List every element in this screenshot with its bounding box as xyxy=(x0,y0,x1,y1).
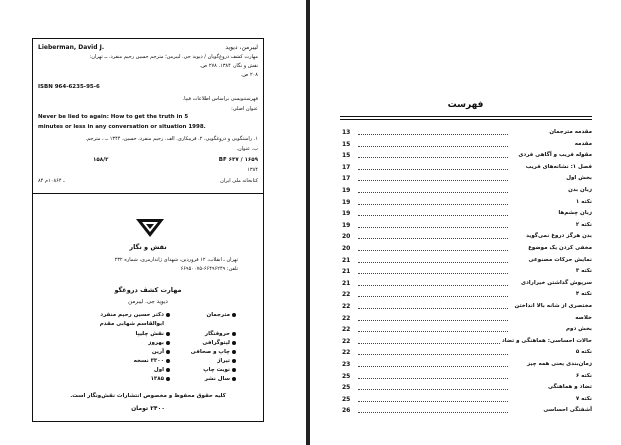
credits-list xyxy=(68,312,238,387)
original-title-line2: minutes or less in any conversation or situation 1998. xyxy=(38,124,206,130)
subjects-line1: ۱. راستگویی و دروغگویی. ۲. فریبکاری. الف. رحیم منفرد، حسین، ۱۳۴۴ ــ ، مترجم. xyxy=(85,136,258,142)
toc-leader-dots xyxy=(358,215,508,216)
toc-entry-label: خلاصه xyxy=(575,314,592,321)
toc-page-number: 13 xyxy=(342,129,351,136)
right-page xyxy=(310,0,621,445)
toc-entry-label: بخش اول xyxy=(566,175,592,182)
toc-entry-label: تضاد و هماهنگی xyxy=(547,384,592,391)
credit-role: چاپ و صحافی xyxy=(191,349,238,355)
credit-role: تیراژ xyxy=(217,358,238,364)
toc-page-number: 22 xyxy=(342,326,351,334)
credit-row xyxy=(78,367,238,376)
toc-entry-label: نکته ۳ xyxy=(575,268,592,275)
credit-role: حروفنگار xyxy=(205,331,238,337)
toc-row xyxy=(340,232,592,243)
toc-leader-dots xyxy=(358,378,508,379)
toc-entry-label: زبان بدن xyxy=(568,187,592,193)
credit-row xyxy=(78,321,238,330)
price: ۲۴۰۰ تومان xyxy=(131,405,165,412)
credit-row xyxy=(78,331,238,340)
toc-entry-label: نمایش حرکات مصنوعی xyxy=(528,256,592,263)
toc-page-number: 25 xyxy=(342,395,351,403)
toc-page-number: 19 xyxy=(342,187,351,194)
credit-role: لیتوگرافی xyxy=(202,340,238,346)
toc-leader-dots xyxy=(358,401,508,402)
toc-row xyxy=(340,337,592,348)
toc-row xyxy=(340,186,592,197)
toc-row xyxy=(340,372,592,383)
fipa-note: فهرستنویسی براساس اطلاعات فیپا. xyxy=(182,96,258,102)
toc-row xyxy=(340,163,592,174)
credit-row xyxy=(78,358,238,367)
year-line: ۱۳۸۴ xyxy=(247,167,258,173)
toc-entry-label: مقوله فریب و آگاهی فردی xyxy=(518,152,592,159)
toc-page-number: 20 xyxy=(342,245,351,252)
toc-page-number: 17 xyxy=(342,163,351,171)
toc-entry-label: مقدمه xyxy=(574,140,592,147)
toc-entry-label: مختصری از شانه بالا انداختن xyxy=(514,303,592,309)
toc-title: فهرست xyxy=(447,100,484,110)
toc-page-number: 22 xyxy=(342,337,351,345)
credit-name: نقش چلیپا xyxy=(136,331,172,337)
toc-page-number: 21 xyxy=(342,279,351,287)
divider xyxy=(33,193,263,194)
credit-role: سال نشر xyxy=(205,376,238,382)
toc-page-number: 19 xyxy=(342,221,351,229)
toc-entry-label: مقدمه مترجمان xyxy=(549,129,592,135)
library-number: ۸۴ ـ ۱۰۸۶۴م xyxy=(38,178,65,184)
toc-leader-dots xyxy=(358,250,508,251)
toc-page-number: 22 xyxy=(342,303,351,310)
national-library: کتابخانه ملی ایران xyxy=(220,178,258,184)
toc-row xyxy=(340,348,592,359)
toc-row xyxy=(340,198,592,209)
toc-row xyxy=(340,140,592,151)
credit-row xyxy=(78,349,238,358)
subjects-line2: ب. عنوان. xyxy=(236,146,258,152)
toc-page-number: 20 xyxy=(342,233,351,241)
book-author: دیوید جی. لیبرمن xyxy=(128,299,168,305)
toc-entry-label: مخفی کردن یک موضوع xyxy=(528,245,592,251)
credit-row xyxy=(78,340,238,349)
toc-row xyxy=(340,325,592,336)
toc-leader-dots xyxy=(358,343,508,344)
toc-top-rule-2 xyxy=(340,119,592,120)
toc-row xyxy=(340,244,592,255)
cataloging-card xyxy=(32,38,264,422)
toc-entry-label: نکته ۶ xyxy=(575,372,592,379)
publisher-address: تهران ـ انقلاب، ۱۲ فروردین، شهدای ژاندارمری، شماره ۲۳۲ xyxy=(114,257,238,263)
toc-page-number: 19 xyxy=(342,210,351,218)
toc-entry-label: زمان‌بندی یعنی همه چیز xyxy=(526,361,592,367)
credit-name: آرین xyxy=(152,349,172,355)
toc-leader-dots xyxy=(358,273,508,274)
toc-page-number: 22 xyxy=(342,291,351,299)
rights-notice: کلیه حقوق محفوظ و مخصوص انتشارات نقش‌ونگار است. xyxy=(70,393,226,399)
toc-page-number: 21 xyxy=(342,268,351,276)
toc-row xyxy=(340,221,592,232)
toc-page-number: 25 xyxy=(342,384,351,392)
title-line2: نقش و نگار، ۱۳۸۴. ۲۷۸ ص. xyxy=(199,63,258,69)
toc-row xyxy=(340,256,592,267)
toc-leader-dots xyxy=(358,238,508,239)
toc-row xyxy=(340,383,592,394)
toc-top-rule xyxy=(340,116,592,117)
toc-row xyxy=(340,360,592,371)
toc-page-number: 17 xyxy=(342,175,351,183)
credit-name: دکتر حسین رحیم منفرد xyxy=(100,312,172,318)
toc-row xyxy=(340,314,592,325)
publisher-phone: تلفن: ۶۶۴۹۶۲۴۹-۶۶۹۵۰۰۷۵ xyxy=(180,266,238,272)
toc-leader-dots xyxy=(358,157,508,158)
toc-leader-dots xyxy=(358,146,508,147)
toc-row xyxy=(340,279,592,290)
toc-row xyxy=(340,209,592,220)
toc-page-number: 26 xyxy=(342,407,351,415)
toc-leader-dots xyxy=(358,412,508,413)
toc-leader-dots xyxy=(358,354,508,355)
toc-leader-dots xyxy=(358,134,508,135)
call-number: ۱۶۵۹ / BF ۶۳۷ xyxy=(218,157,258,163)
toc-row xyxy=(340,406,592,417)
toc-leader-dots xyxy=(358,296,508,297)
toc-leader-dots xyxy=(358,204,508,205)
toc-leader-dots xyxy=(358,262,508,263)
toc-leader-dots xyxy=(358,331,508,332)
toc-entry-label: بدن هرگز دروغ نمی‌گوید xyxy=(526,233,592,240)
book-title: مهارت کشف دروغگو xyxy=(114,286,182,294)
author-en: Lieberman, David J. xyxy=(38,44,105,51)
page-count: ۲۰۸ ص. xyxy=(240,72,258,78)
left-page xyxy=(0,0,306,445)
toc-entry-label: نکته ۵ xyxy=(575,349,592,356)
toc-leader-dots xyxy=(358,285,508,286)
title-line1: مهارت کشف دروغ‌گویان / دیوید جی. لیبرمن؛ مترجم حسین رحیم منفرد. ــ تهران: xyxy=(89,54,258,60)
publisher-name: نقش و نگار xyxy=(129,243,167,251)
toc-entry-label: فصل ۱: نشانه‌های فریب xyxy=(525,163,592,170)
credit-name: ۱۳۸۵ xyxy=(151,376,172,382)
original-title-line1: Never be lied to again: How to get the truth in 5 xyxy=(38,114,189,120)
toc-leader-dots xyxy=(358,389,508,390)
toc-leader-dots xyxy=(358,180,508,181)
toc-row xyxy=(340,267,592,278)
toc-leader-dots xyxy=(358,192,508,193)
toc-row xyxy=(340,151,592,162)
toc-row xyxy=(340,174,592,185)
toc-page-number: 21 xyxy=(342,256,351,264)
toc-page-number: 15 xyxy=(342,152,351,160)
toc-page-number: 22 xyxy=(342,349,351,357)
toc-entry-label: بخش دوم xyxy=(566,326,592,333)
toc-page-number: 25 xyxy=(342,372,351,380)
toc-entry-label: حالات احساسی: هماهنگی و تضاد xyxy=(501,337,592,344)
credit-name: ابوالقاسم شهابی مقدم xyxy=(99,321,164,327)
toc-entry-label: زبان چشم‌ها xyxy=(558,210,592,217)
toc-leader-dots xyxy=(358,227,508,228)
credit-row xyxy=(78,376,238,385)
toc-leader-dots xyxy=(358,366,508,367)
publisher-logo-icon xyxy=(135,217,165,239)
credit-name: ۳۳۰۰ نسخه xyxy=(134,358,172,364)
toc-entry-label: نکته ۲ xyxy=(575,221,592,228)
isbn: ISBN 964-6235-95-6 xyxy=(38,84,100,90)
toc-leader-dots xyxy=(358,320,508,321)
toc-entry-label: نکته ۷ xyxy=(575,395,592,402)
credit-name: بهروز xyxy=(148,340,172,346)
toc-entry-label: نکته ۴ xyxy=(575,291,592,298)
toc-row xyxy=(340,290,592,301)
credit-row xyxy=(78,312,238,321)
credit-role: مترجمان xyxy=(207,312,238,318)
original-title-label: عنوان اصلی: xyxy=(231,106,258,112)
author-fa: لیبرمن، دیوید xyxy=(225,44,258,51)
toc-leader-dots xyxy=(358,169,508,170)
toc-entry-label: نکته ۱ xyxy=(575,198,592,205)
toc-row xyxy=(340,395,592,406)
toc-entry-label: آشفتگی احساسی xyxy=(543,407,592,414)
toc-page-number: 23 xyxy=(342,361,351,368)
dewey-number: ۱۵۸/۲ xyxy=(93,157,109,163)
toc-page-number: 19 xyxy=(342,198,351,206)
toc-entry-label: سرپوش گذاشتن خیرارادی xyxy=(520,279,592,286)
toc-page-number: 15 xyxy=(342,140,351,148)
credit-name: اول xyxy=(154,367,172,373)
toc-row xyxy=(340,128,592,139)
toc-leader-dots xyxy=(358,308,508,309)
toc-page-number: 22 xyxy=(342,314,351,322)
credit-role: نوبت چاپ xyxy=(203,367,238,373)
toc-row xyxy=(340,302,592,313)
